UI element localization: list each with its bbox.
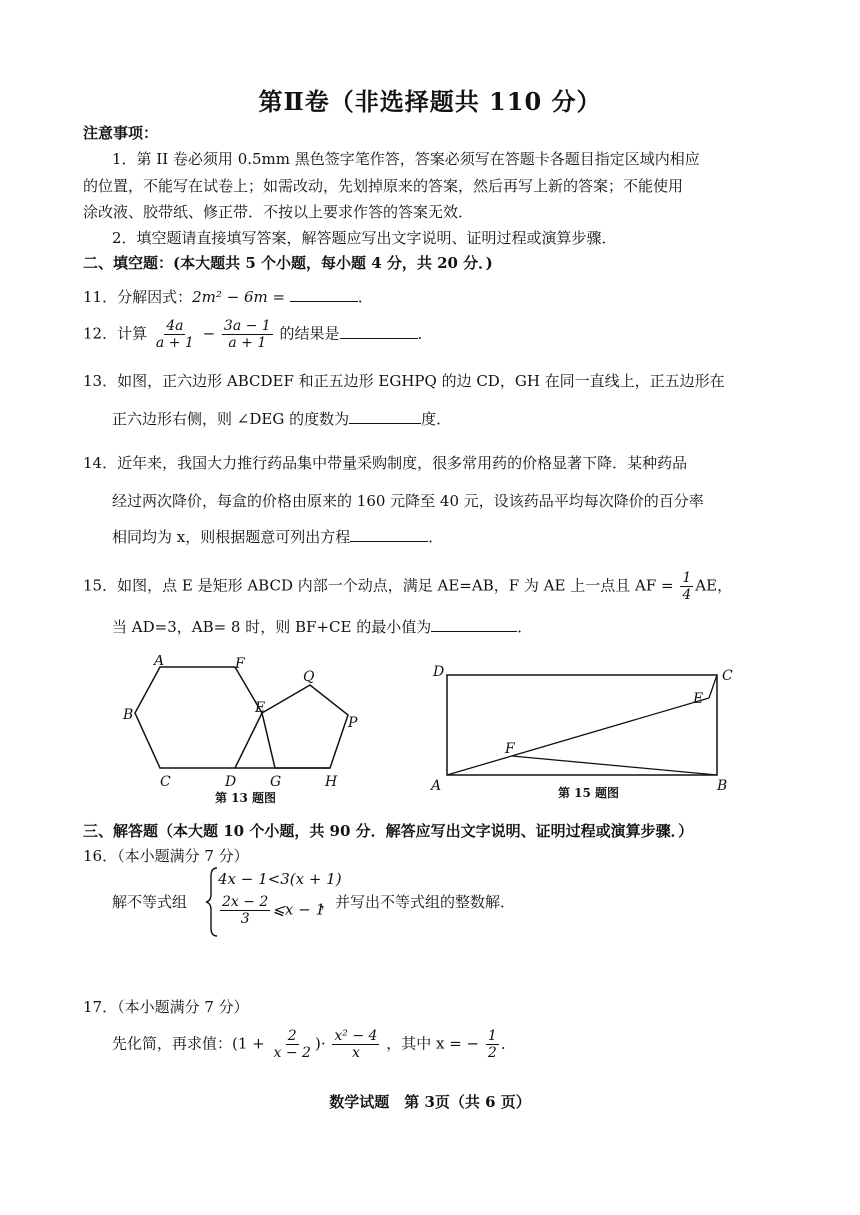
notes-heading: 注意事项： xyxy=(83,124,159,142)
segment-fb xyxy=(512,756,717,775)
q11-expr: 2m² − 6m = xyxy=(192,288,286,306)
fig13-caption: 第 13 题图 xyxy=(215,791,277,805)
q14-text-1: 近年来，我国大力推行药品集中带量采购制度，很多常用药的价格显著下降．某种药品 xyxy=(117,454,688,472)
question-14-line-1 xyxy=(83,452,687,473)
q11-text: 分解因式： xyxy=(117,288,193,306)
q14-num: 14． xyxy=(83,454,118,472)
q17-score: （本小题满分 7 分） xyxy=(117,998,249,1016)
q16-pre: 解不等式组 xyxy=(112,893,188,911)
q11-answer-blank xyxy=(290,286,358,302)
q14-text-3: 相同均为 x，则根据题意可列出方程 xyxy=(112,528,351,546)
question-17-body xyxy=(112,1028,516,1061)
q16-inequality-2: $\frac{2x - 2}{3}$ ⩽x − 1 xyxy=(222,894,326,927)
q16-post: ，并写出不等式组的整数解． xyxy=(320,893,516,911)
label-E: E xyxy=(693,691,704,707)
q17-fraction-1: $\frac{2}{x - 2}$ xyxy=(273,1028,311,1061)
question-13-line-2 xyxy=(112,408,451,429)
label-G: G xyxy=(270,774,282,790)
q13-answer-blank xyxy=(349,408,421,424)
q17-fraction-2: $\frac{\text{x² − 4}}{x}$ xyxy=(334,1028,378,1061)
q11-num: 11． xyxy=(83,288,118,306)
q15-end: ． xyxy=(517,618,533,636)
note-line-4: 2．填空题请直接填写答案，解答题应写出文字说明、证明过程或演算步骤． xyxy=(112,229,617,247)
q13-unit: 度． xyxy=(421,410,452,428)
label-C: C xyxy=(160,774,171,790)
q17-pre: 先化简，再求值： xyxy=(112,1034,233,1053)
question-13-line-1 xyxy=(83,370,725,391)
q15-fraction: $\frac{1}{4}$ xyxy=(682,570,692,603)
label-A: A xyxy=(154,655,165,669)
label-P: P xyxy=(348,715,358,731)
section3-heading: 三、解答题（本大题 10 个小题，共 90 分．解答应写出文字说明、证明过程或演算步骤．） xyxy=(83,822,694,840)
label-H: H xyxy=(325,774,338,790)
label-B: B xyxy=(123,707,134,723)
q15-text-1a: 如图，点 E 是矩形 ABCD 内部一个动点，满足 AE=AB，F 为 AE 上一点且 AF = xyxy=(117,576,674,595)
q17-mid: )· xyxy=(314,1034,326,1053)
figure-13 xyxy=(120,655,380,810)
label-B: B xyxy=(717,778,728,794)
question-14-line-2: 经过两次降价，每盒的价格由原来的 160 元降至 40 元，设该药品平均每次降价的百分率 xyxy=(112,492,704,510)
question-15-line-2 xyxy=(112,616,532,637)
q13-text-2: 正六边形右侧，则 ∠DEG 的度数为 xyxy=(112,410,350,428)
label-F: F xyxy=(505,741,515,757)
note-line-2: 的位置，不能写在试卷上；如需改动，先划掉原来的答案，然后再写上新的答案；不能使用 xyxy=(83,177,684,195)
question-15-line-1 xyxy=(83,570,732,603)
question-12 xyxy=(83,318,433,351)
label-Q: Q xyxy=(303,669,315,685)
q15-text-1b: AE， xyxy=(695,576,733,595)
q17-num: 17． xyxy=(83,998,118,1016)
pentagon-eghpq xyxy=(262,685,348,768)
label-E: E xyxy=(255,700,266,716)
q17-open: (1 + xyxy=(232,1034,265,1053)
question-16-header xyxy=(83,845,249,866)
hexagon-abcdef xyxy=(135,667,262,768)
q11-end: ． xyxy=(357,288,373,306)
q12-end: ． xyxy=(417,324,433,343)
label-D: D xyxy=(433,664,445,680)
section2-heading: 二、填空题：(本大题共 5 个小题，每小题 4 分，共 20 分．) xyxy=(83,254,493,272)
label-C: C xyxy=(722,668,733,684)
section-title: 第Ⅱ卷（非选择题共 110 分） xyxy=(258,87,602,116)
question-11 xyxy=(83,286,373,307)
note-line-1: 1．第 II 卷必须用 0.5mm 黑色签字笔作答，答案必须写在答题卡各题目指定区域内相应 xyxy=(112,150,700,168)
q16-num: 16． xyxy=(83,847,118,865)
question-17-header xyxy=(83,996,249,1017)
q14-end: ． xyxy=(428,528,444,546)
q13-num: 13． xyxy=(83,372,118,390)
rectangle-abcd xyxy=(447,675,717,775)
q12-pre: 计算 xyxy=(117,324,148,343)
figure-15 xyxy=(425,660,745,805)
q12-num: 12． xyxy=(83,324,118,343)
q17-value: $\frac{1}{2}$ xyxy=(487,1028,497,1061)
q16-score: （本小题满分 7 分） xyxy=(117,847,249,865)
q12-answer-blank xyxy=(340,323,418,339)
q12-fraction-2: $\frac{3a - 1}{a + 1}$ xyxy=(223,318,271,351)
q15-num: 15． xyxy=(83,576,118,595)
segment-ec xyxy=(709,675,717,698)
q12-fraction-1: $\frac{4a}{a + 1}$ xyxy=(155,318,194,351)
q17-end: ． xyxy=(500,1034,516,1053)
q14-answer-blank xyxy=(350,526,428,542)
q12-post: 的结果是 xyxy=(279,324,340,343)
q12-minus: − xyxy=(202,324,216,343)
q16-brace xyxy=(205,866,219,938)
q13-text-1: 如图，正六边形 ABCDEF 和正五边形 EGHPQ 的边 CD，GH 在同一直线上，正五边形在 xyxy=(117,372,725,390)
fig15-caption: 第 15 题图 xyxy=(558,786,620,800)
question-14-line-3 xyxy=(112,526,443,547)
q15-answer-blank xyxy=(431,616,517,632)
q16-inequality-1: 4x − 1<3(x + 1) xyxy=(218,870,342,888)
note-line-3: 涂改液、胶带纸、修正带．不按以上要求作答的答案无效． xyxy=(83,203,474,221)
label-D: D xyxy=(225,774,237,790)
label-F: F xyxy=(235,656,245,672)
q17-post: ，其中 x = − xyxy=(386,1034,480,1053)
q15-text-2: 当 AD=3，AB= 8 时，则 BF+CE 的最小值为 xyxy=(112,618,432,636)
label-A: A xyxy=(431,778,442,794)
page-footer: 数学试题 第 3页（共 6 页） xyxy=(329,1093,531,1111)
segment-ae xyxy=(447,698,709,775)
